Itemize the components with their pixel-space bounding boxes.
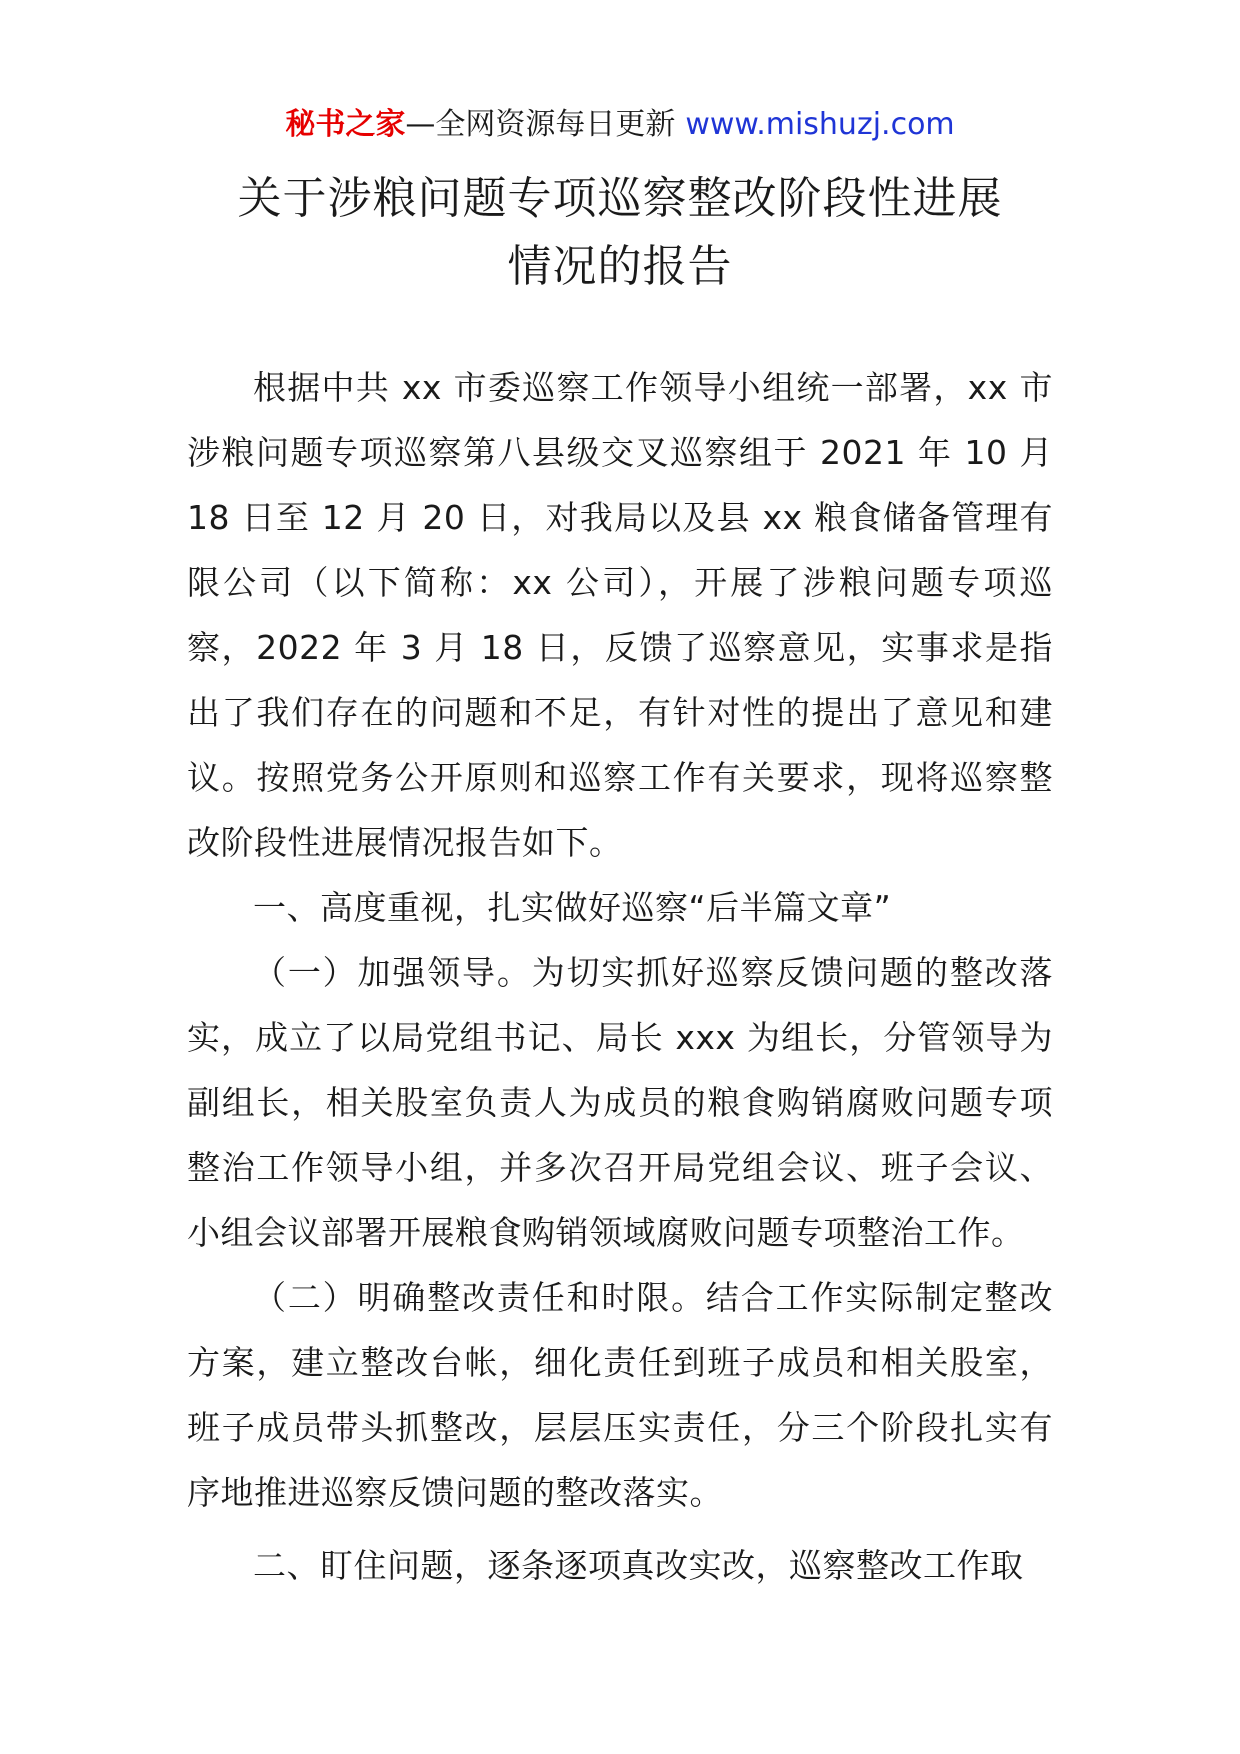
document-body xyxy=(187,355,1053,1598)
title-line-2: 情况的报告 xyxy=(507,241,733,292)
header-slogan: —全网资源每日更新 xyxy=(405,107,676,142)
section-heading-2: 二、盯住问题，逐条逐项真改实改，巡察整改工作取 xyxy=(253,1546,1024,1585)
brand-name: 秘书之家 xyxy=(285,107,406,142)
paragraph-1-2: （二）明确整改责任和时限。结合工作实际制定整改方案，建立整改台帐，细化责任到班子成员和相关股室，班子成员带头抓整改，层层压实责任，分三个阶段扎实有序地推进巡察反馈问题的整改落实。 xyxy=(187,1278,1053,1512)
document-title xyxy=(0,165,1240,301)
section-heading-1: 一、高度重视，扎实做好巡察“后半篇文章” xyxy=(253,888,892,927)
site-header xyxy=(0,103,1240,147)
paragraph-intro: 根据中共 xx 市委巡察工作领导小组统一部署，xx 市涉粮问题专项巡察第八县级交叉巡察组于 2021 年 10 月 18 日至 12 月 20 日，对我局以及县 xx 粮食储备管理有限公司（以下简称：xx 公司），开展了涉粮问题专项巡察，2022 年 3 月 18 日，反馈了巡察意见，实事求是指出了我们存在的问题和不足，有针对性的提出了意见和建议。按照党务公开原则和巡察工作有关要求，现将巡察整改阶段性进展情况报告如下。 xyxy=(187,368,1053,862)
title-line-1: 关于涉粮问题专项巡察整改阶段性进展 xyxy=(237,173,1003,224)
paragraph-1-1: （一）加强领导。为切实抓好巡察反馈问题的整改落实，成立了以局党组书记、局长 xxx 为组长，分管领导为副组长，相关股室负责人为成员的粮食购销腐败问题专项整治工作领导小组，并多次召开局党组会议、班子会议、小组会议部署开展粮食购销领域腐败问题专项整治工作。 xyxy=(187,953,1053,1252)
site-url-link[interactable]: www.mishuzj.com xyxy=(685,107,955,142)
